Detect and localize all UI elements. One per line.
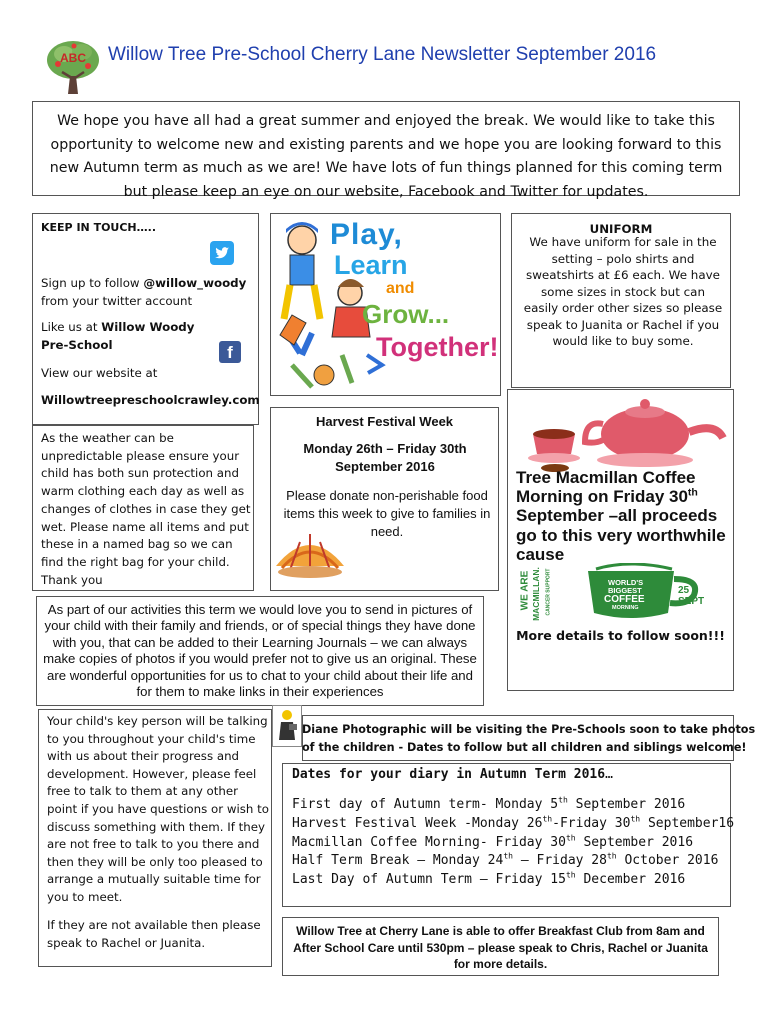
diary-event: [292, 796, 734, 815]
diary-event-rest: September 2016: [575, 834, 694, 850]
diary-event-sup: th: [542, 814, 553, 824]
diary-heading-suffix: …: [605, 767, 613, 782]
we-are-macmillan-logo: [519, 565, 579, 625]
photographic-line1: Diane Photographic will be visiting the Pre-Schools soon to take photos: [302, 723, 756, 736]
diary-event-sup: th: [565, 833, 576, 843]
facebook-text: [41, 318, 221, 354]
tree-logo: [44, 38, 102, 96]
diary-event: [292, 834, 734, 853]
diary-heading: [292, 767, 613, 782]
diary-event-sup2: th: [630, 814, 641, 824]
coffee-date: 25 SEPT: [678, 585, 705, 607]
we-are-text: WE ARE: [519, 570, 531, 611]
diary-event: [292, 852, 734, 871]
facebook-prefix: Like us at: [41, 320, 102, 334]
word-together: Together!: [376, 332, 499, 362]
keep-in-touch-heading: KEEP IN TOUCH…..: [41, 221, 156, 234]
diary-event-mid: – Friday 28: [513, 853, 607, 869]
uniform-heading: UNIFORM: [589, 222, 653, 236]
uniform-text: We have uniform for sale in the setting – polo shirts and sweatshirts at £6 each. We have some sizes in stock but can easily order other sizes so please speak to Juanita or Rachel if you would like to buy some.: [523, 235, 723, 348]
cancer-support-text: CANCER SUPPORT: [545, 568, 552, 616]
harvest-heading: Harvest Festival Week: [315, 414, 454, 429]
diary-event-sup: th: [558, 795, 568, 805]
breakfast-text: Willow Tree at Cherry Lane is able to offer Breakfast Club from 8am and After School Care until 530pm – please speak to Chris, Rachel or Juanita for more details.: [293, 924, 708, 971]
diary-event-mid: -Friday 30: [552, 815, 631, 831]
coffee-line4: MORNING: [612, 605, 639, 611]
macmillan-line3: September –all proceeds go to this very worthwhile cause: [516, 506, 726, 564]
photographer-icon: [272, 705, 302, 747]
diary-event-list: [292, 796, 734, 890]
facebook-name[interactable]: Willow Woody Pre-School: [41, 320, 195, 352]
diary-heading-text: Dates for your diary in Autumn Term 2016: [292, 767, 606, 782]
diary-event-rest: October 2016: [616, 853, 719, 869]
diary-event-rest: September16: [640, 815, 735, 831]
word-learn: Learn: [334, 250, 408, 280]
coffee-line2: BIGGEST: [608, 586, 642, 595]
logo-text: ABC: [60, 51, 86, 65]
diary-event-label: Last Day of Autumn Term – Friday 15: [292, 872, 566, 888]
website-label: View our website at: [41, 366, 158, 380]
twitter-suffix: from your twitter account: [41, 294, 193, 308]
diary-event-label: Harvest Festival Week -Monday 26: [292, 815, 543, 831]
photos-text: As part of our activities this term we would love you to send in pictures of your child with their family and friends, or of special things they have done with you, that can be added to their Learning Journals – we can always make copies of photos if you would prefer not to give us an original. These are wonderful opportunities for us to chat to your child about their life and for them to make links in their experiences: [43, 602, 477, 700]
photographic-line2: of the children - Dates to follow but all children and siblings welcome!: [302, 741, 747, 754]
twitter-prefix: Sign up to follow: [41, 276, 144, 290]
diary-event: [292, 815, 734, 834]
facebook-icon[interactable]: f: [219, 341, 241, 363]
diary-event-rest: September 2016: [567, 797, 686, 812]
newsletter-title: Willow Tree Pre-School Cherry Lane Newsletter September 2016: [108, 44, 657, 65]
coffee-line1: WORLD'S: [608, 578, 644, 587]
coffee-line3: COFFEE: [604, 594, 645, 605]
word-grow: Grow...: [362, 299, 450, 329]
word-play: Play,: [330, 218, 403, 251]
macmillan-line2: [516, 487, 698, 506]
intro-box: [32, 101, 740, 200]
diary-event-rest: December 2016: [575, 872, 686, 888]
macmillan-line2-text: Morning on Friday 30: [516, 487, 688, 506]
diary-event-sup: th: [503, 852, 514, 862]
word-and: and: [386, 280, 415, 297]
twitter-icon[interactable]: [210, 241, 234, 265]
diary-event-sup: th: [565, 870, 576, 880]
diary-event-label: Half Term Break – Monday 24: [292, 853, 504, 869]
harvest-text: Please donate non-perishable food items this week to give to families in need.: [283, 488, 491, 539]
more-details-text: More details to follow soon!!!: [516, 628, 725, 643]
twitter-text: [41, 274, 251, 310]
teapot-illustration: [525, 392, 730, 474]
weather-text: As the weather can be unpredictable please ensure your child has both sun protection and warm clothing each day as well as changes of clothes in case they get wet. Please name all items and put these in a named bag so we can find the right bag for your child. Thank you: [41, 431, 251, 587]
biggest-coffee-logo: [582, 563, 710, 621]
macmillan-line2-sup: th: [687, 486, 698, 499]
website-url[interactable]: Willowtreepreschoolcrawley.com: [41, 393, 260, 407]
key-person-text: Your child's key person will be talking to you throughout your child's time with us about their progress and development. However, please feel free to talk to them at any other point if you have questions or wish to discuss something with them. If they are not free to talk to you there and then they will be only too pleased to arrange a mutually suitable time for you to meet.: [47, 714, 269, 904]
harvest-dates: Monday 26th – Friday 30th September 2016: [303, 441, 467, 474]
diary-event: [292, 871, 734, 890]
harvest-leaves-illustration: [272, 522, 348, 580]
intro-text: We hope you have all had a great summer and enjoyed the break. We would like to take this opportunity to welcome new and existing parents and we hope you are looking forward to this new Autumn term as much as we are! We have lots of fun things planned for this coming term but please keep an eye on our website, Facebook and Twitter for updates.: [49, 113, 723, 200]
macmillan-word: MACMILLAN.: [530, 567, 541, 621]
macmillan-line1: Tree Macmillan Coffee: [516, 468, 696, 484]
diary-event-sup2: th: [606, 852, 617, 862]
diary-event-label: Macmillan Coffee Morning- Friday 30: [292, 834, 566, 850]
twitter-handle[interactable]: @willow_woody: [143, 276, 247, 290]
diary-event-label: First day of Autumn term- Monday 5: [292, 797, 559, 812]
key-person-text2: If they are not available then please speak to Rachel or Juanita.: [47, 918, 261, 950]
